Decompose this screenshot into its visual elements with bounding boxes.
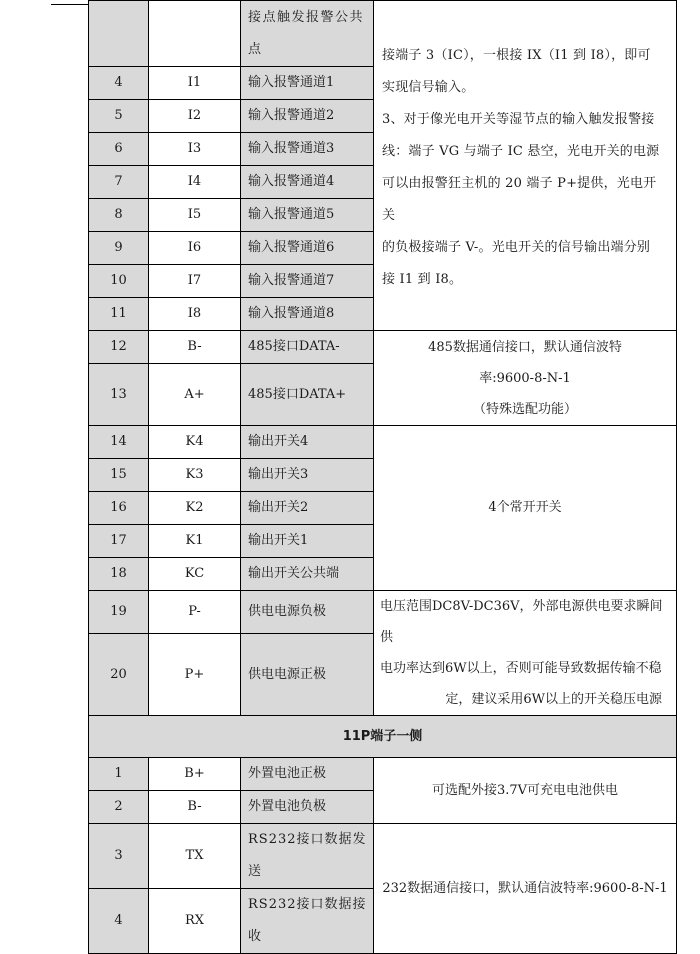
pin-tag: I2: [149, 100, 241, 133]
table-row: [89, 591, 677, 634]
pin-function: 外置电池负极: [241, 791, 374, 824]
pin-function: 供电电源负极: [241, 591, 374, 634]
pin-number: 6: [89, 133, 149, 166]
pin-function: 输出开关4: [241, 426, 374, 459]
pin-tag: I6: [149, 232, 241, 265]
alarm-common-label: 接点触发报警公共点: [248, 10, 365, 57]
pin-tag: B+: [149, 758, 241, 791]
pin-number: 7: [89, 166, 149, 199]
pin-tag: TX: [149, 824, 241, 889]
pin-function: 外置电池正极: [241, 758, 374, 791]
pin-function-cell: [241, 1, 374, 67]
pin-number: 17: [89, 525, 149, 558]
desc-line: 定，建议采用6W以上的开关稳压电源: [445, 692, 662, 707]
pin-function: 输入报警通道1: [241, 67, 374, 100]
function-line: RS232接口数据接: [248, 897, 367, 912]
note-line: 可以由报警狂主机的 20 端子 P+提供，光电开关: [382, 175, 657, 223]
pin-function: 输入报警通道3: [241, 133, 374, 166]
rs232-description: 232数据通信接口，默认通信波特率:9600-8-N-1: [374, 824, 677, 954]
pin-tag: B-: [149, 331, 241, 364]
desc-line: 电压范围DC8V-DC36V，外部电源供电要求瞬间供: [380, 599, 663, 645]
pin-function: 输出开关2: [241, 492, 374, 525]
pin-tag: B-: [149, 791, 241, 824]
pin-number: 13: [89, 364, 149, 426]
pin-function: 输出开关3: [241, 459, 374, 492]
function-line: 收: [248, 929, 262, 944]
pin-function: 输入报警通道2: [241, 100, 374, 133]
rs485-description: [374, 331, 677, 426]
note-line: 3、对于像光电开关等湿节点的输入触发报警接: [382, 111, 655, 127]
pin-number: 10: [89, 265, 149, 298]
pin-number: 14: [89, 426, 149, 459]
power-description: [374, 591, 677, 716]
pin-number-cell: [89, 1, 149, 67]
pin-tag: I7: [149, 265, 241, 298]
desc-line: 率:9600-8-N-1: [479, 370, 571, 386]
pin-tag: I1: [149, 67, 241, 100]
function-line: 送: [248, 864, 262, 879]
pin-number: 4: [89, 67, 149, 100]
pin-number: 11: [89, 298, 149, 331]
note-line: 线：端子 VG 与端子 IC 悬空，光电开关的电源: [382, 143, 660, 159]
pin-function: 输入报警通道7: [241, 265, 374, 298]
pin-tag: P+: [149, 634, 241, 716]
pin-number: 2: [89, 791, 149, 824]
pin-number: 3: [89, 824, 149, 889]
desc-line: （特殊选配功能）: [472, 401, 577, 417]
pin-tag: I3: [149, 133, 241, 166]
pin-function: 输入报警通道8: [241, 298, 374, 331]
switch-description: 4个常开开关: [374, 426, 677, 591]
pin-function: 输出开关1: [241, 525, 374, 558]
pin-number: 19: [89, 591, 149, 634]
pin-number: 9: [89, 232, 149, 265]
pin-number: 1: [89, 758, 149, 791]
battery-description: 可选配外接3.7V可充电电池供电: [374, 758, 677, 824]
pin-number: 20: [89, 634, 149, 716]
note-line: 接端子 3（IC），一根接 IX（I1 到 I8），即可: [382, 47, 651, 63]
pin-tag: I5: [149, 199, 241, 232]
desc-line: 485数据通信接口，默认通信波特: [428, 339, 622, 355]
pin-function: 输入报警通道5: [241, 199, 374, 232]
pin-function: [241, 824, 374, 889]
pin-tag: P-: [149, 591, 241, 634]
table-row: [89, 824, 677, 889]
pin-function: 输入报警通道6: [241, 232, 374, 265]
pin-tag: K3: [149, 459, 241, 492]
pin-number: 18: [89, 558, 149, 591]
pin-tag: KC: [149, 558, 241, 591]
pin-number: 16: [89, 492, 149, 525]
pin-tag: I8: [149, 298, 241, 331]
pin-number: 12: [89, 331, 149, 364]
pin-function: 输出开关公共端: [241, 558, 374, 591]
pin-function: 供电电源正极: [241, 634, 374, 716]
pin-tag: K2: [149, 492, 241, 525]
pin-function: [241, 889, 374, 954]
table-row: [89, 426, 677, 459]
pin-tag-cell: [149, 1, 241, 67]
pin-function: 输入报警通道4: [241, 166, 374, 199]
pin-number: 4: [89, 889, 149, 954]
pin-number: 5: [89, 100, 149, 133]
section-header-row: [89, 716, 677, 758]
note-line: 实现信号输入。: [382, 79, 475, 95]
pin-tag: A+: [149, 364, 241, 426]
pin-function: 485接口DATA+: [241, 364, 374, 426]
pin-number: 15: [89, 459, 149, 492]
pin-number: 8: [89, 199, 149, 232]
note-line: 的负极接端子 V-。光电开关的信号输出端分别: [382, 239, 651, 255]
desc-line: 电功率达到6W以上，否则可能导致数据传输不稳: [380, 661, 662, 676]
section-title: 11P端子一侧: [89, 716, 677, 758]
pin-tag: K4: [149, 426, 241, 459]
pin-tag: I4: [149, 166, 241, 199]
table-row: [89, 758, 677, 791]
pin-function: 485接口DATA-: [241, 331, 374, 364]
table-row: [89, 331, 677, 364]
function-line: RS232接口数据发: [248, 832, 367, 847]
terminal-spec-table: [88, 0, 677, 954]
header-rule: [51, 4, 91, 5]
pin-tag: K1: [149, 525, 241, 558]
pin-tag: RX: [149, 889, 241, 954]
note-line: 接 I1 到 I8。: [382, 271, 463, 287]
table-row: [89, 1, 677, 67]
alarm-wiring-note: [374, 1, 677, 331]
